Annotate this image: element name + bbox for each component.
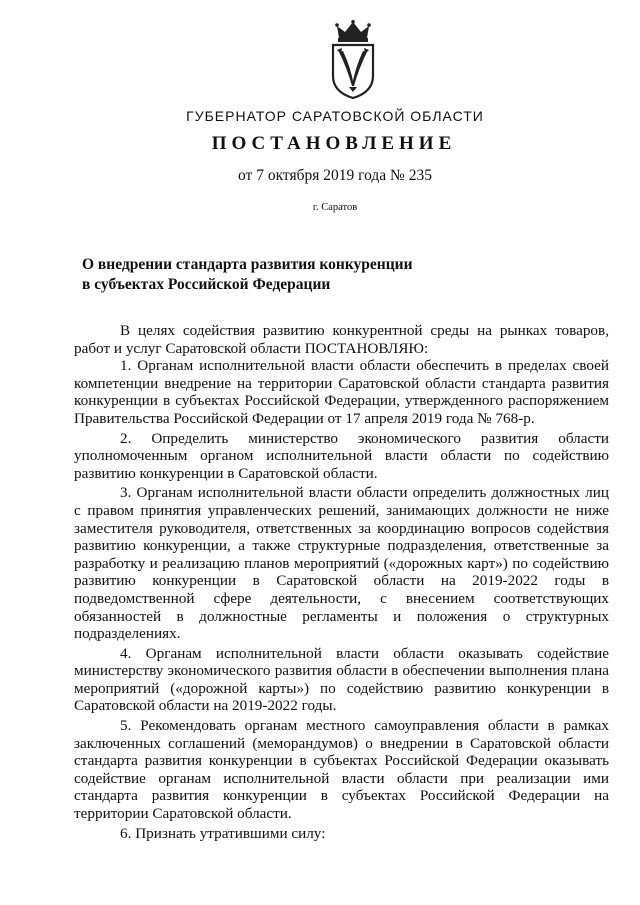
issuing-authority: ГУБЕРНАТОР САРАТОВСКОЙ ОБЛАСТИ — [186, 108, 484, 124]
body-preamble: В целях содействия развитию конкурентной среды на рынках товаров, работ и услуг Саратовской области ПОСТАНОВЛЯЮ: — [74, 322, 609, 357]
body-paragraph: 6. Признать утратившими силу: — [120, 824, 326, 842]
body-paragraph: 4. Органам исполнительной власти области оказывать содействие министерству экономического развития области в обеспечении выполнения плана мероприятий («дорожной карты») по содействию развитию конкуренции в Саратовской области на 2019-2022 годы. — [74, 644, 609, 715]
body-paragraph: 2. Определить министерство экономического развития области уполномоченным органом исполнительной власти области по содействию развитию конкуренции в Саратовской области. — [74, 429, 609, 482]
subject-line: О внедрении стандарта развития конкуренции — [82, 256, 413, 273]
document-body — [74, 322, 609, 842]
saratov-coat-of-arms-icon — [325, 20, 381, 100]
document-subject — [82, 255, 482, 295]
document-type-title: ПОСТАНОВЛЕНИЕ — [211, 133, 457, 154]
document-date-number: от 7 октября 2019 года № 235 — [238, 167, 432, 184]
document-place: г. Саратов — [312, 202, 358, 213]
body-paragraph: 1. Органам исполнительной власти области обеспечить в пределах своей компетенции внедрение на территории Саратовской области стандарта развития конкуренции в субъектах Российской Федерации, утвержденного распоряжением Правительства Российской Федерации от 17 апреля 2019 года № 768-р. — [74, 357, 609, 427]
body-paragraph: 5. Рекомендовать органам местного самоуправления области в рамках заключенных соглашений (меморандумов) о внедрении в Саратовской области стандарта развития конкуренции в субъектах Российской Федерации оказывать содействие органам исполнительной власти области при реализации ими стандарта развития конкуренции в субъектах Российской Федерации на территории Саратовской области. — [74, 717, 609, 823]
body-paragraph: 3. Органам исполнительной власти области определить должностных лиц с правом принятия управленческих решений, занимающих должности не ниже заместителя руководителя, ответственных за координацию вопросов содействия развитию конкуренции, а также структурные подразделения, ответственные за разработку и реализацию планов мероприятий («дорожных карт») по содействию развитию конкуренции в Саратовской области на 2019-2022 годы в подведомственной сфере деятельности, с внесением соответствующих обязанностей в должностные регламенты и положения о структурных подразделениях. — [74, 484, 609, 643]
subject-line: в субъектах Российской Федерации — [82, 276, 331, 293]
